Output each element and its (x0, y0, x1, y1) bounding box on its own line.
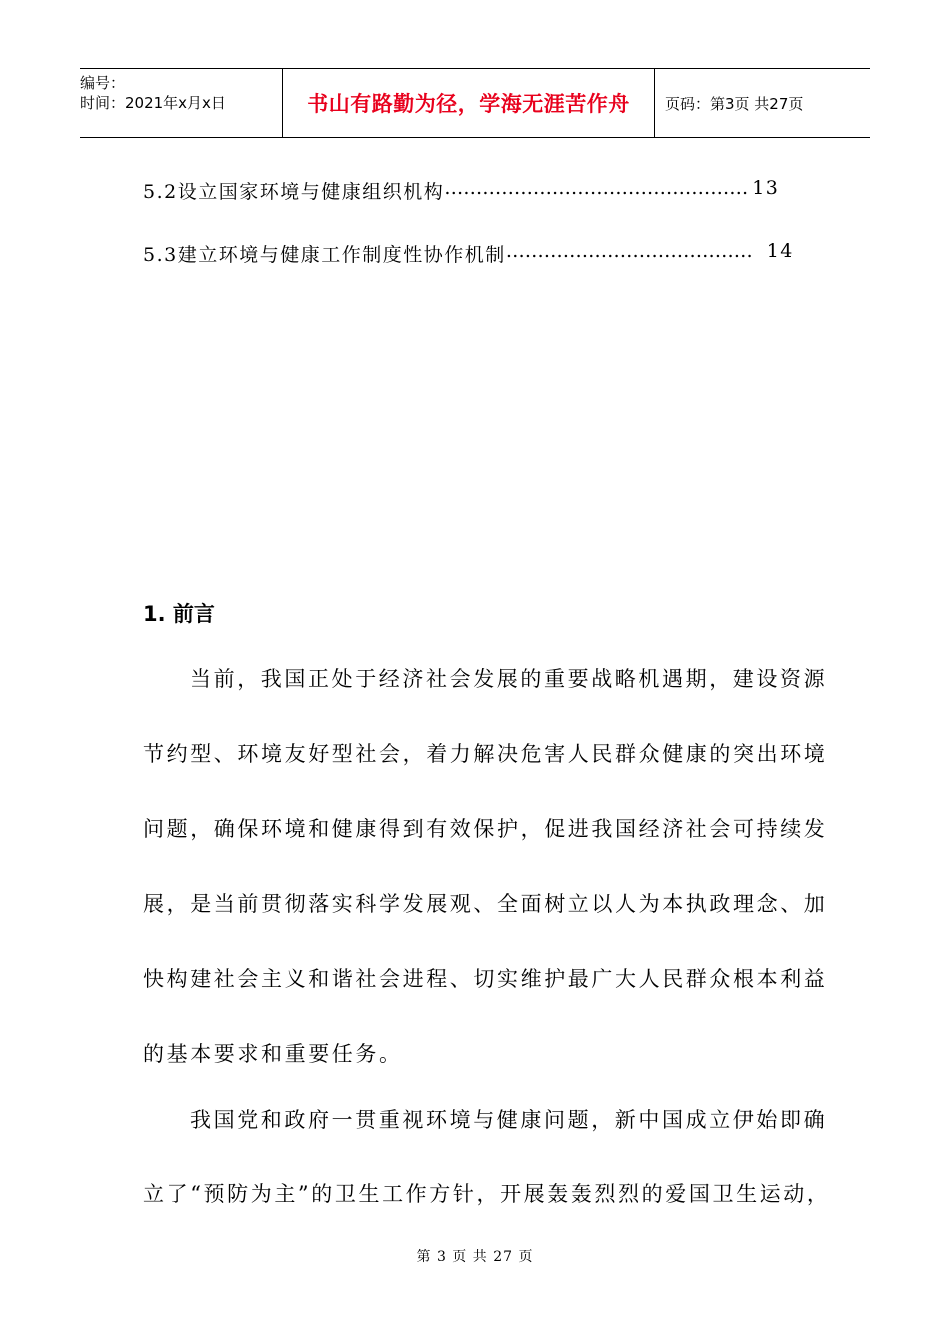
paragraph-line: 快构建社会主义和谐社会进程、切实维护最广大人民群众根本利益 (143, 967, 828, 991)
header-left-cell (80, 69, 282, 137)
paragraph-line: 节约型、环境友好型社会，着力解决危害人民群众健康的突出环境 (143, 742, 828, 766)
page-header (80, 68, 870, 138)
toc-entry (143, 240, 794, 267)
toc-entry-page: 14 (766, 240, 794, 262)
header-motto: 书山有路勤为径，学海无涯苦作舟 (282, 69, 655, 137)
section-heading: 1. 前言 (143, 602, 215, 626)
toc-entry (143, 177, 779, 204)
header-page-info: 页码：第3页 共27页 (665, 94, 804, 113)
toc-leader-dots: ………………………………………… (444, 177, 749, 199)
paragraph-line: 当前，我国正处于经济社会发展的重要战略机遇期，建设资源 (190, 667, 828, 691)
paragraph-line: 的基本要求和重要任务。 (143, 1042, 403, 1066)
paragraph-line: 立了“预防为主”的卫生工作方针，开展轰轰烈烈的爱国卫生运动， (143, 1182, 831, 1206)
header-time-label: 时间：2021年x月x日 (80, 94, 226, 112)
paragraph-line: 展，是当前贯彻落实科学发展观、全面树立以人为本执政理念、加 (143, 892, 828, 916)
toc-entry-title: 5.2设立国家环境与健康组织机构 (143, 181, 445, 203)
paragraph-line: 我国党和政府一贯重视环境与健康问题，新中国成立伊始即确 (190, 1108, 828, 1132)
toc-entry-page: 13 (752, 177, 780, 199)
toc-entry-title: 5.3建立环境与健康工作制度性协作机制 (143, 244, 506, 266)
paragraph-line: 问题，确保环境和健康得到有效保护，促进我国经济社会可持续发 (143, 817, 828, 841)
header-number-label: 编号： (80, 74, 126, 92)
toc-leader-dots: ………………………………… (505, 240, 753, 262)
page-footer: 第 3 页 共 27 页 (416, 1249, 534, 1265)
